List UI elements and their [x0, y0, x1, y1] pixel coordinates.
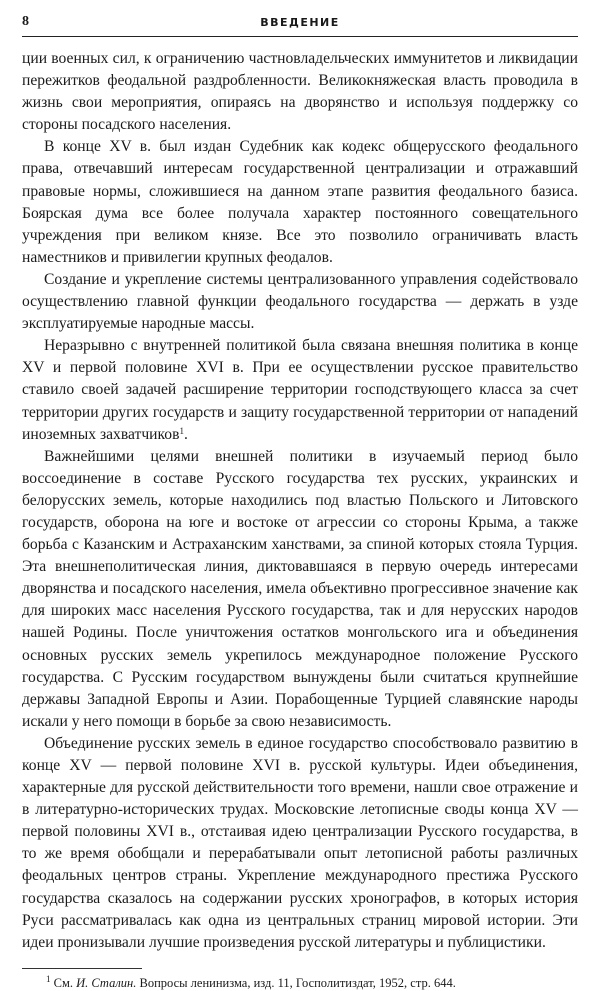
body-text: [22, 48, 578, 954]
paragraph: ции военных сил, к ограничению частновладельческих иммунитетов и ликвидации пережитков феодальной раздробленности. Великокняжеская власть проводила в жизнь свои мероприятия, опираясь на дворянство и используя поддержку со стороны посадского населения.: [22, 50, 578, 134]
footnote-author: И. Сталин.: [76, 975, 137, 990]
running-title: ВВЕДЕНИЕ: [260, 16, 340, 29]
page-header: [22, 14, 578, 37]
book-page: [22, 14, 578, 991]
paragraph: Создание и укрепление системы централизованного управления содействовало осуществлению главной функции феодального государства — держать в узде эксплуатируемые народные массы.: [22, 270, 578, 333]
footnote-text: Вопросы ленинизма, изд. 11, Госполитиздат, 1952, стр. 644.: [139, 975, 456, 990]
paragraph: В конце XV в. был издан Судебник как кодекс общерусского феодального права, отвечавший интересам государственной централизации и отражавший правовые нормы, сложившиеся на данном этапе развития феодального базиса. Боярская дума все более получала характер постоянного совещательного учреждения при великом князе. Все это позволило ограничивать власть наместников и привилегии крупных феодалов.: [22, 138, 578, 266]
paragraph: Объединение русских земель в единое государство способствовало развитию в конце XV — первой половине XVI в. русской культуры. Идеи объединения, характерные для русской действительности того времени, нашли свое отражение и в литературно-исторических трудах. Московские летописные своды конца XV — первой половины XVI в., отстаивая идею централизации Русского государства, в то же время обобщали и перерабатывали опыт летописной работы различных феодальных центров страны. Укрепление международного престижа Русского государства сказалось на содержании русских хронографов, в которых история Руси рассматривалась как одна из центральных страниц мировой истории. Эти идеи пронизывали лучшие произведения русской литературы и публицистики.: [22, 734, 578, 951]
paragraph: Важнейшими целями внешней политики в изучаемый период было воссоединение в составе Русского государства тех русских, украинских и белорусских земель, которые находились под властью Польского и Литовского государств, оборона на юге и востоке от агрессии со стороны Крыма, а также борьба с Казанским и Астраханским ханствами, за спиной которых стояла Турция. Эта внешнеполитическая линия, диктовавшаяся в первую очередь интересами дворянства и посадского населения, имела объективно прогрессивное значение как для широких масс населения Русского государства, так и для нерусских народов нашей Родины. После уничтожения остатков монгольского ига и объединения основных русских земель укрепилось международное положение Русского государства. С Русским государством вынуждены были считаться крупнейшие державы Западной Европы и Азии. Порабощенные Турцией славянские народы искали у него помощи в борьбе за свою независимость.: [22, 447, 578, 730]
footnote-divider: [22, 968, 142, 969]
footnote-reference[interactable]: 1: [179, 425, 184, 436]
footnote-prefix: См.: [53, 975, 73, 990]
page-number: 8: [22, 14, 29, 29]
footnote: [22, 975, 578, 991]
paragraph-with-footnote-ref: Неразрывно с внутренней политикой была связана внешняя политика в конце XV и первой половине XVI в. При ее осуществлении русское правительство ставило своей задачей расширение территории господствующего класса за счет территории других государств и защиту государственной территории от нападений иноземных захватчиков$^1$.: [22, 337, 578, 443]
paragraph-text: Неразрывно с внутренней политикой была связана внешняя политика в конце XV и первой половине XVI в. При ее осуществлении русское правительство ставило своей задачей расширение территории господствующего класса за счет территории других государств и защиту государственной территории от нападений иноземных захватчиков: [22, 337, 578, 443]
footnote-marker: 1: [46, 973, 51, 984]
